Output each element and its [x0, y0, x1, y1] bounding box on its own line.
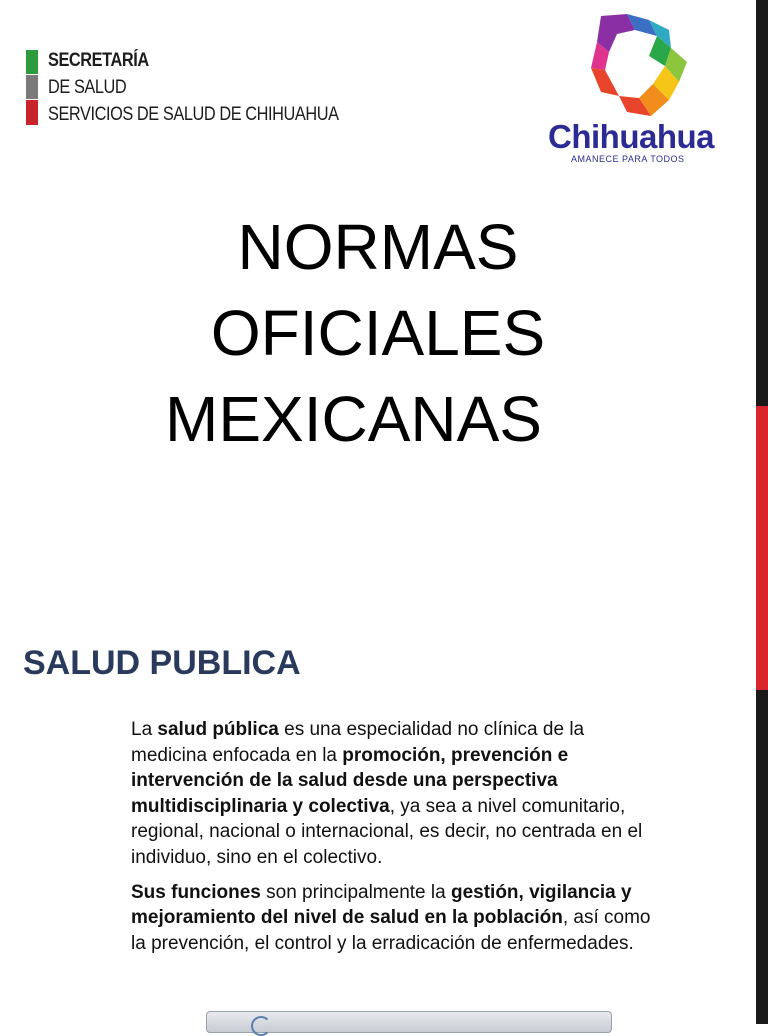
secretaria-line-3: SERVICIOS DE SALUD DE CHIHUAHUA — [48, 104, 339, 125]
title-line-3: MEXICANAS — [165, 383, 542, 455]
chihuahua-map-icon — [587, 12, 717, 120]
logo-red-bar — [26, 100, 38, 125]
embedded-window-chrome — [206, 1011, 612, 1033]
chihuahua-tagline: AMANECE PARA TODOS — [571, 154, 685, 164]
bold-run-0: Sus funciones — [131, 881, 261, 903]
section-body — [131, 717, 651, 965]
bold-run-2: gestión, vigilancia y mejoramiento del nivel de salud en la población — [131, 881, 632, 929]
text-run-2: es una especialidad no clínica de la medicina enfocada en la — [131, 719, 585, 766]
chihuahua-wordmark: Chihuahua — [548, 118, 714, 155]
secretaria-line-1: SECRETARÍA — [48, 50, 149, 71]
right-edge-red-band — [756, 406, 768, 690]
refresh-icon — [251, 1016, 271, 1036]
logo-gray-bar — [26, 75, 38, 99]
title-line-2: OFICIALES — [210, 297, 546, 369]
bold-run-1: salud pública — [157, 719, 279, 740]
logo-green-bar — [26, 50, 38, 74]
paragraph-functions — [131, 880, 651, 957]
text-run-4: , ya sea a nivel comunitario, regional, nacional o internacional, es decir, no centrada en el individuo, sino en el colectivo. — [131, 795, 643, 868]
secretaria-line-2: DE SALUD — [48, 77, 127, 98]
page-title — [0, 204, 756, 462]
text-run-0: La — [131, 719, 158, 740]
paragraph-definition — [131, 717, 651, 871]
secretaria-de-salud-logo — [26, 50, 366, 128]
chihuahua-state-logo — [545, 12, 720, 170]
title-line-1: NORMAS — [237, 211, 519, 283]
section-heading: SALUD PUBLICA — [23, 644, 301, 682]
text-run-3: , así como la prevención, el control y la erradicación de enfermedades. — [131, 907, 651, 954]
right-edge-strip — [756, 0, 768, 1024]
text-run-1: son principalmente la — [260, 881, 451, 903]
bold-run-3: promoción, prevención e intervención de la salud desde una perspectiva multidisciplinaria y colectiva — [131, 744, 569, 817]
